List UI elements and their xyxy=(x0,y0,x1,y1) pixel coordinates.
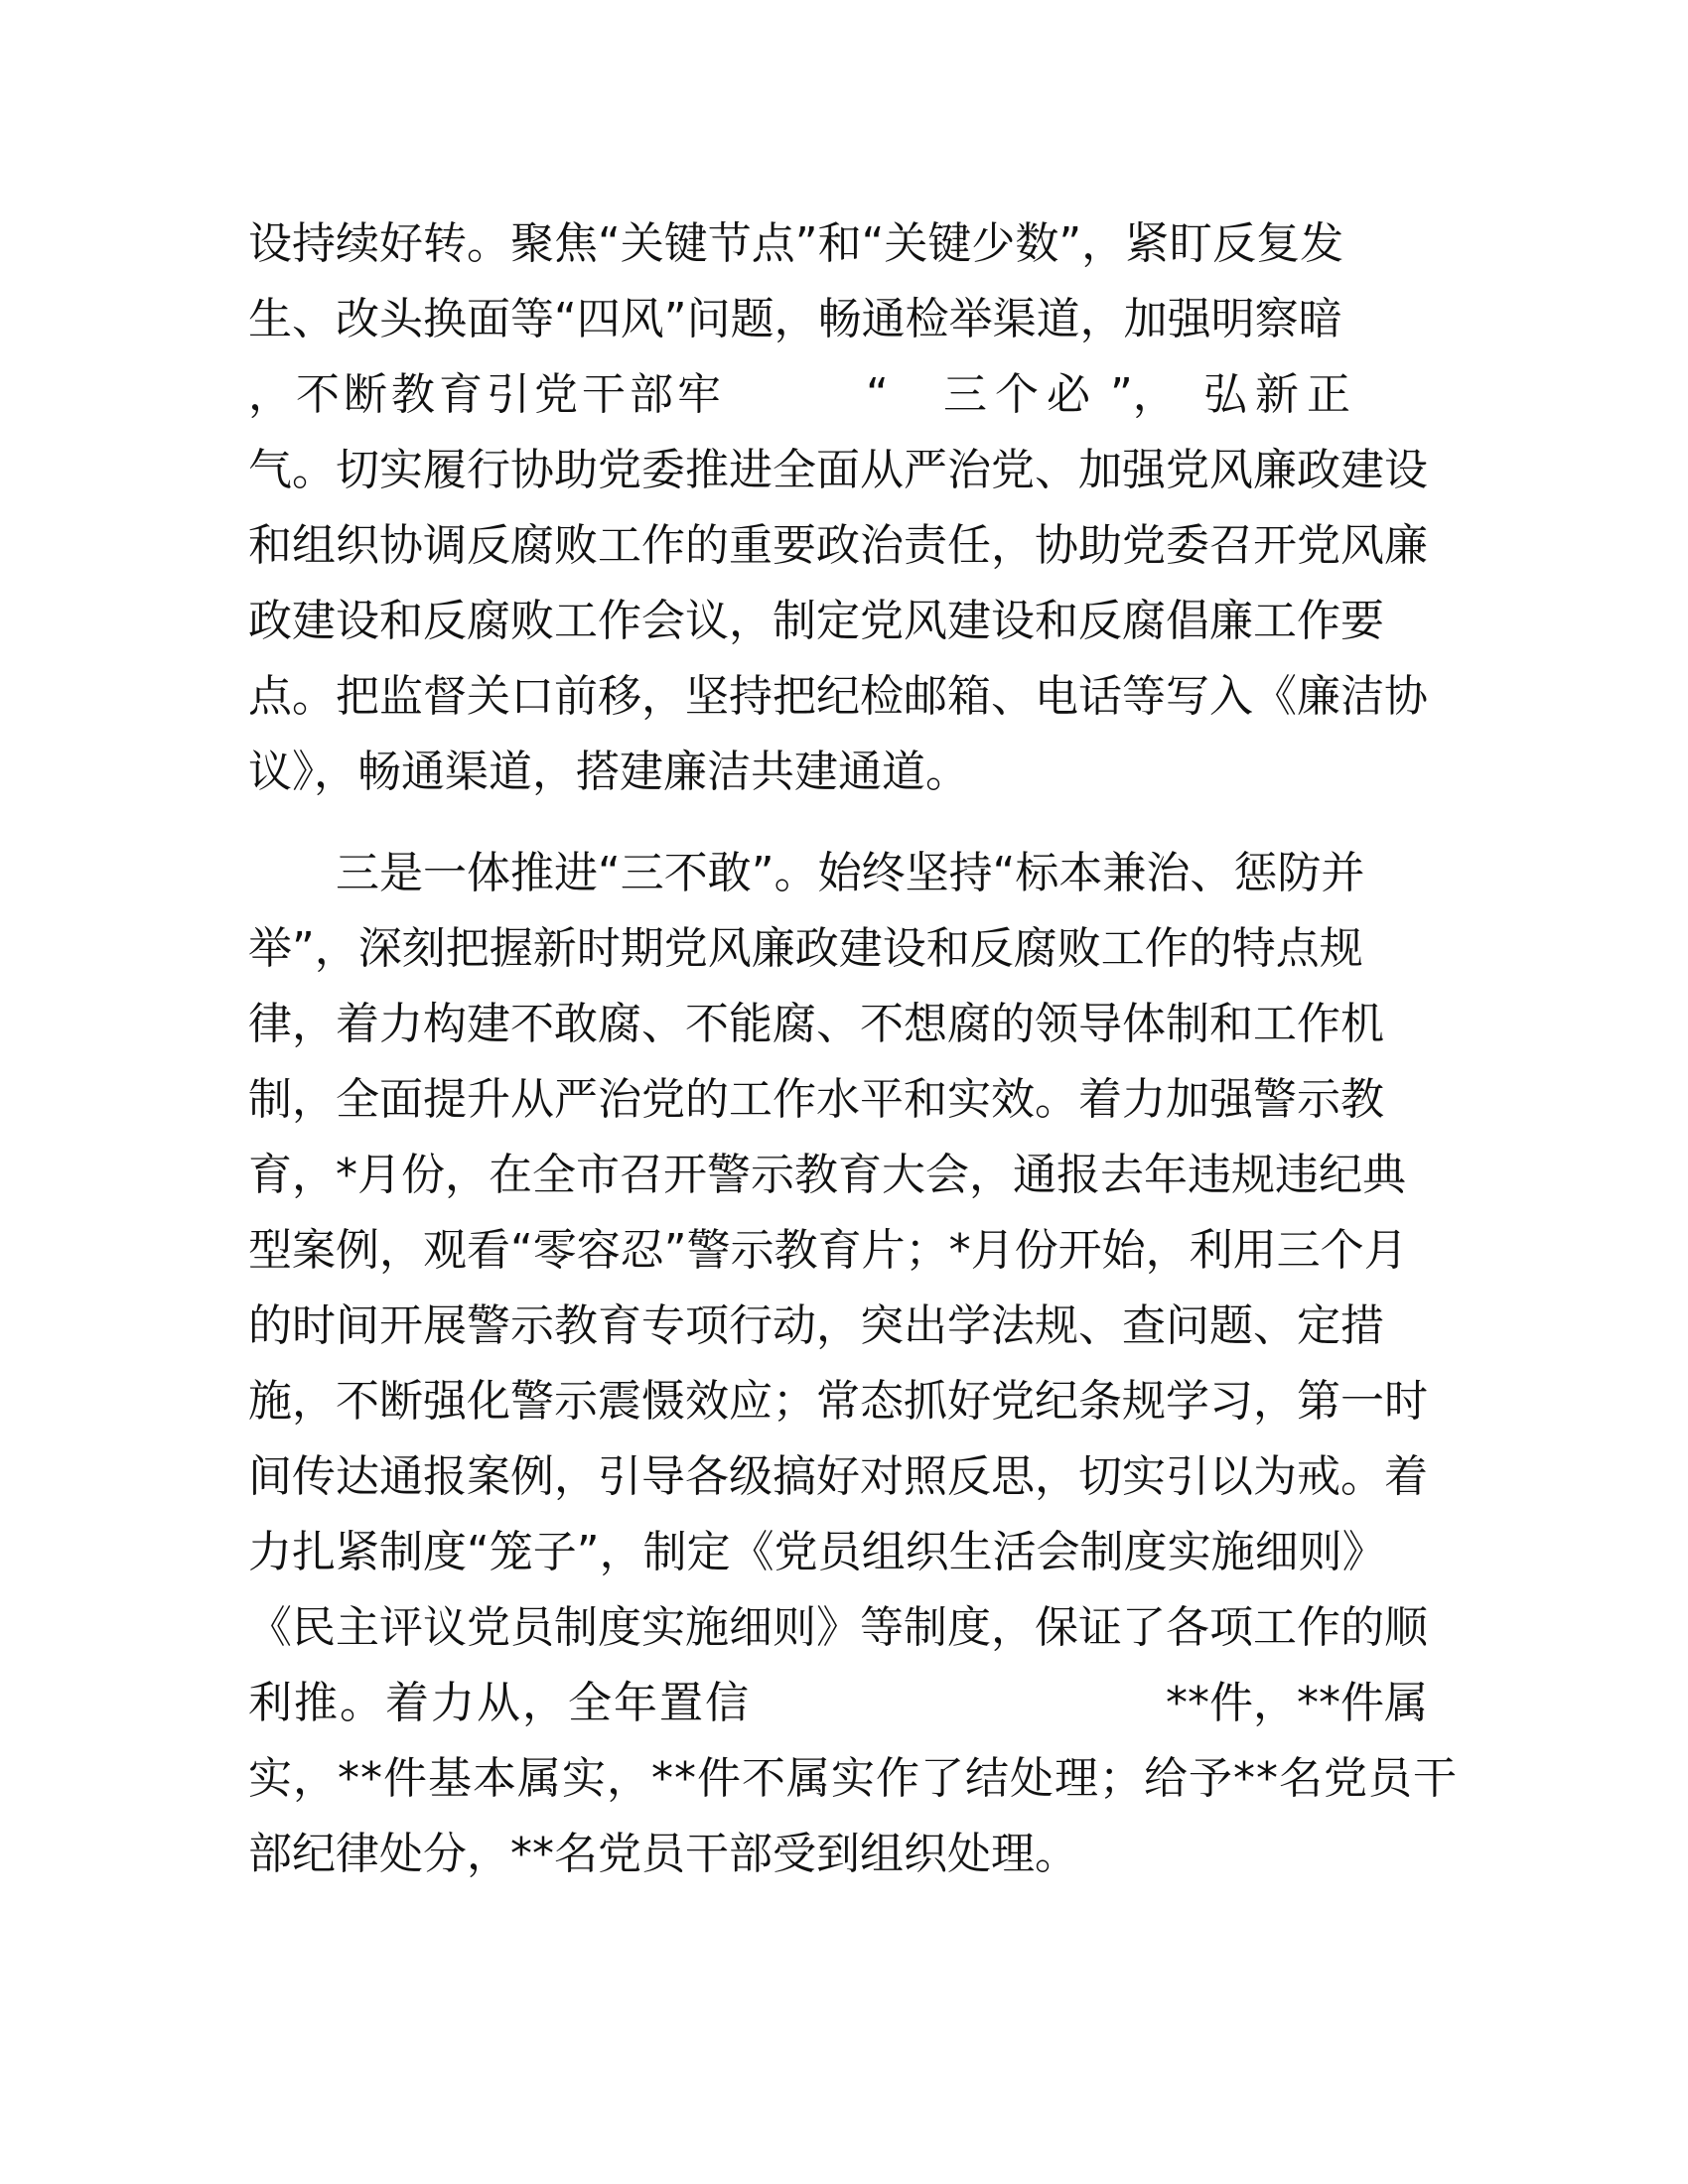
text-line-fragmented xyxy=(248,1666,1440,1741)
text-fragment: ”， xyxy=(1110,369,1177,420)
text-line: 制，全面提升从严治党的工作水平和实效。着力加强警示教 xyxy=(248,1074,1384,1125)
paragraph-first-line: 三是一体推进“三不敢”。始终坚持“标本兼治、惩防并 xyxy=(336,848,1365,898)
text-line: 律，着力构建不敢腐、不能腐、不想腐的领导体制和工作机 xyxy=(248,999,1384,1049)
text-line: 生、改头换面等“四风”问题，畅通检举渠道，加强明察暗 xyxy=(248,294,1342,344)
text-line: 间传达通报案例，引导各级搞好对照反思，切实引以为戒。着 xyxy=(248,1451,1428,1502)
text-line: 部纪律处分，**名党员干部受到组织处理。 xyxy=(248,1829,1078,1879)
text-fragment: 利推。着力从，全年置信 xyxy=(248,1678,751,1728)
text-fragment: 弘新正 xyxy=(1203,369,1358,420)
text-line: 力扎紧制度“笼子”，制定《党员组织生活会制度实施细则》 xyxy=(248,1527,1386,1577)
text-line: 政建设和反腐败工作会议，制定党风建设和反腐倡廉工作要 xyxy=(248,596,1384,646)
text-line: 举”，深刻把握新时期党风廉政建设和反腐败工作的特点规 xyxy=(248,923,1363,974)
text-fragment: 三个必 xyxy=(943,369,1098,420)
text-line: 实，**件基本属实，**件不属实作了结处理；给予**名党员干 xyxy=(248,1753,1458,1804)
text-line: 《民主评议党员制度实施细则》等制度，保证了各项工作的顺 xyxy=(248,1602,1428,1653)
text-line: 点。把监督关口前移，坚持把纪检邮箱、电话等写入《廉洁协 xyxy=(248,671,1428,722)
text-line: 气。切实履行协助党委推进全面从严治党、加强党风廉政建设 xyxy=(248,445,1428,495)
text-line: 和组织协调反腐败工作的重要政治责任，协助党委召开党风廉 xyxy=(248,520,1428,571)
text-line: 的时间开展警示教育专项行动，突出学法规、查问题、定措 xyxy=(248,1300,1384,1351)
text-fragment: “ xyxy=(866,369,889,420)
text-line: 设持续好转。聚焦“关键节点”和“关键少数”，紧盯反复发 xyxy=(248,218,1344,269)
text-line-fragmented xyxy=(248,357,1440,433)
text-fragment: ，不断教育引党干部牢 xyxy=(248,369,725,420)
text-line: 型案例，观看“零容忍”警示教育片；*月份开始，利用三个月 xyxy=(248,1225,1408,1276)
text-line: 议》，畅通渠道，搭建廉洁共建通道。 xyxy=(248,747,969,797)
text-fragment: **件，**件属 xyxy=(1166,1678,1428,1728)
text-line: 育，*月份，在全市召开警示教育大会，通报去年违规违纪典 xyxy=(248,1150,1406,1200)
text-line: 施，不断强化警示震慑效应；常态抓好党纪条规学习，第一时 xyxy=(248,1376,1428,1427)
